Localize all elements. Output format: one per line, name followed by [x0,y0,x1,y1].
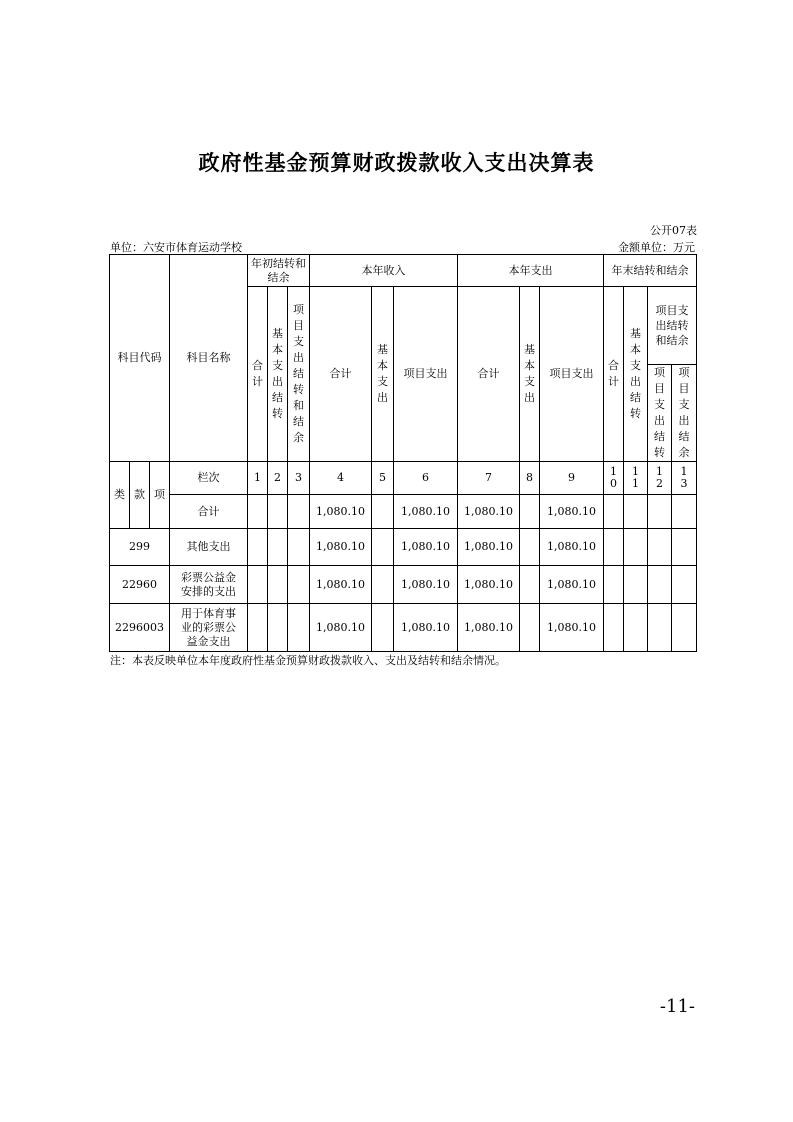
cell [248,495,268,529]
col-num: 6 [394,462,458,495]
income-total-cell: 1,080.10 [310,566,372,604]
col-num: 5 [372,462,394,495]
cell [248,604,268,652]
cell [520,566,540,604]
expense-total-cell: 1,080.10 [458,495,520,529]
row-name: 合计 [170,495,248,529]
cell [672,566,697,604]
column-number-row [110,462,697,495]
begin-total-header: 合计 [248,287,268,462]
income-project-header: 项目支出 [394,287,458,462]
cell [268,495,288,529]
table-row [110,529,697,566]
income-project-cell: 1,080.10 [394,604,458,652]
table-row [110,604,697,652]
begin-balance-header: 年初结转和结余 [248,255,310,287]
kuan-header: 款 [130,462,150,529]
end-basic-header: 基本支出结转 [624,287,648,462]
name-header: 科目名称 [170,255,248,462]
income-project-cell: 1,080.10 [394,495,458,529]
cell [624,604,648,652]
expense-header: 本年支出 [458,255,604,287]
income-total-cell: 1,080.10 [310,529,372,566]
cell [288,529,310,566]
col-num: 2 [268,462,288,495]
lei-header: 类 [110,462,130,529]
cell [288,495,310,529]
cell [624,529,648,566]
cell [248,566,268,604]
col-num: 1 [248,462,268,495]
row-code: 299 [110,529,170,566]
income-project-cell: 1,080.10 [394,529,458,566]
row-name: 用于体育事业的彩票公益金支出 [170,604,248,652]
expense-total-cell: 1,080.10 [458,604,520,652]
cell [248,529,268,566]
col-num: 11 [624,462,648,495]
form-number: 公开07表 [650,224,697,237]
table-note: 注：本表反映单位本年度政府性基金预算财政拨款收入、支出及结转和结余情况。 [110,654,506,667]
end-project-group-header: 项目支出结转和结余 [648,287,697,365]
cell [604,604,624,652]
col-num: 12 [648,462,672,495]
col-num: 4 [310,462,372,495]
income-header: 本年收入 [310,255,458,287]
col-num: 13 [672,462,697,495]
col-num: 10 [604,462,624,495]
cell [604,529,624,566]
cell [672,495,697,529]
col-num: 3 [288,462,310,495]
cell [648,495,672,529]
cell [648,604,672,652]
cell [672,604,697,652]
cell [624,495,648,529]
header-row-1 [110,255,697,287]
income-total-cell: 1,080.10 [310,495,372,529]
cell [372,529,394,566]
end-total-header: 合计 [604,287,624,462]
cell [648,529,672,566]
cell [520,604,540,652]
cell [624,566,648,604]
expense-total-header: 合计 [458,287,520,462]
income-total-header: 合计 [310,287,372,462]
cell [672,529,697,566]
col-num: 9 [540,462,604,495]
lanci-label: 栏次 [170,462,248,495]
end-balance-header: 年末结转和结余 [604,255,697,287]
end-project-carry-header: 项目支出结转 [648,365,672,462]
row-name: 彩票公益金安排的支出 [170,566,248,604]
reporting-unit: 单位：六安市体育运动学校 [110,241,242,254]
begin-basic-header: 基本支出结转 [268,287,288,462]
cell [372,566,394,604]
cell [288,566,310,604]
money-unit: 金额单位：万元 [618,241,695,254]
expense-project-cell: 1,080.10 [540,566,604,604]
income-project-cell: 1,080.10 [394,566,458,604]
expense-total-cell: 1,080.10 [458,566,520,604]
row-code: 22960 [110,566,170,604]
expense-basic-header: 基本支出 [520,287,540,462]
row-name: 其他支出 [170,529,248,566]
report-title: 政府性基金预算财政拨款收入支出决算表 [198,150,595,175]
row-code: 2296003 [110,604,170,652]
cell [604,495,624,529]
cell [268,566,288,604]
expense-project-header: 项目支出 [540,287,604,462]
col-num: 8 [520,462,540,495]
end-project-balance-header: 项目支出结余 [672,365,697,462]
xiang-header: 项 [150,462,170,529]
table-row-total [110,495,697,529]
cell [604,566,624,604]
expense-total-cell: 1,080.10 [458,529,520,566]
income-total-cell: 1,080.10 [310,604,372,652]
fund-table [109,254,697,652]
begin-project-header: 项目支出结转和结余 [288,287,310,462]
cell [372,495,394,529]
cell [288,604,310,652]
cell [268,529,288,566]
page-number: -11- [659,996,695,1017]
expense-project-cell: 1,080.10 [540,529,604,566]
cell [520,529,540,566]
cell [648,566,672,604]
expense-project-cell: 1,080.10 [540,495,604,529]
cell [372,604,394,652]
cell [520,495,540,529]
cell [268,604,288,652]
col-num: 7 [458,462,520,495]
table-row [110,566,697,604]
expense-project-cell: 1,080.10 [540,604,604,652]
income-basic-header: 基本支出 [372,287,394,462]
code-header: 科目代码 [110,255,170,462]
